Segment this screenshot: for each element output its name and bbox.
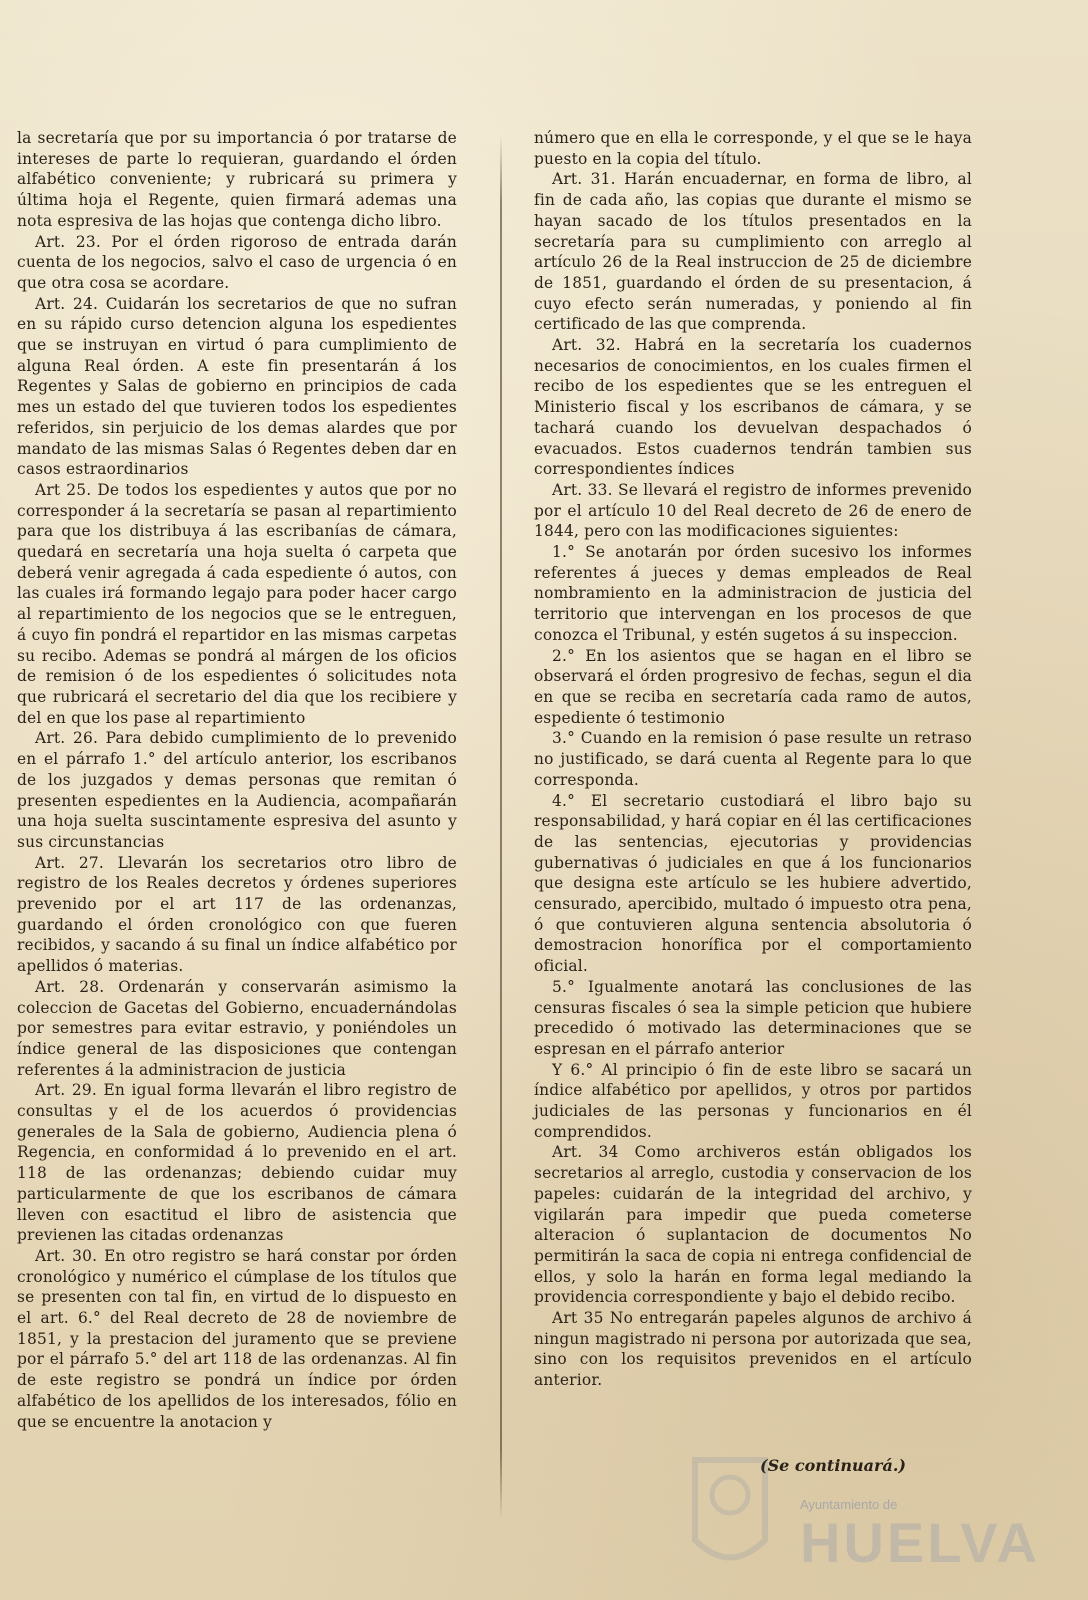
paragraph-art-29: Art. 29. En igual forma llevarán el libro registro de consultas y el de los acuerdos ó providencias generales de la Sala de gobierno, Audiencia plena ó Regencia, en conformidad á lo prevenido en el art. 118 de las ordenanzas; debiendo cuidar muy particularmente de que los escribanos de cámara lleven con esactitud el libro de asistencia que previenen las citadas ordenanzas	[17, 1081, 457, 1245]
paragraph-art-30: Art. 30. En otro registro se hará constar por órden cronológico y numérico el cúmplase de los títulos que se presenten con tal fin, en virtud de lo dispuesto en el art. 6.° del Real decreto de 28 de noviembre de 1851, y la prestacion del juramento que se previene por el párrafo 5.° del art 118 de las ordenanzas. Al fin de este registro se pondrá un índice por órden alfabético de los apellidos de los interesados, fólio en que se encuentre la anotacion y	[17, 1246, 457, 1431]
paragraph-art-33-item-5: 5.° Igualmente anotará las conclusiones de las censuras fiscales ó sea la simple peticion que hubiere precedido ó motivado las determinaciones que se espresan en el párrafo anterior	[534, 977, 972, 1058]
paragraph-art-28: Art. 28. Ordenarán y conservarán asimismo la coleccion de Gacetas del Gobierno, encuadernándolas por semestres para evitar estravio, y poniéndoles un índice general de las disposiciones que contengan referentes á la administracion de justicia	[17, 977, 457, 1079]
paragraph-art-33: Art. 33. Se llevará el registro de informes prevenido por el artículo 10 del Real decreto de 26 de enero de 1844, pero con las modificaciones siguientes:	[534, 480, 972, 541]
paragraph-art-32: Art. 32. Habrá en la secretaría los cuadernos necesarios de conocimientos, en los cuales firmen el recibo de los espedientes que se les entreguen el Ministerio fiscal y los escribanos de cámara, y se tachará cuando los devuelvan despachados ó evacuados. Estos cuadernos tendrán tambien sus correspondientes índices	[534, 336, 972, 479]
column-divider	[500, 135, 502, 1520]
paragraph-art-31: Art. 31. Harán encuadernar, en forma de libro, al fin de cada año, las copias que durante el mismo se hayan sacado de los títulos presentados en la secretaría para su cumplimiento con arreglo al artículo 26 de la Real instruccion de 25 de diciembre de 1851, guardando el órden de su presentacion, á cuyo efecto serán numeradas, y poniendo al fin certificado de las que comprenda.	[534, 170, 972, 334]
paragraph-art-30-cont: número que en ella le corresponde, y el que se le haya puesto en la copia del título.	[534, 129, 972, 168]
watermark-line2: HUELVA	[800, 1511, 1040, 1574]
paragraph-art-33-item-1: 1.° Se anotarán por órden sucesivo los informes referentes á jueces y demas empleados de Real nombramiento en la administracion de justicia del territorio que intervengan en los procesos de que conozca el Tribunal, y estén sugetos á su inspeccion.	[534, 543, 972, 644]
paragraph-art-27: Art. 27. Llevarán los secretarios otro libro de registro de los Reales decretos y órdenes superiores prevenido por el art 117 de las ordenanzas, guardando el órden cronológico con que fueren recibidos, y sacando á su final un índice alfabético por apellidos ó materias.	[17, 853, 457, 976]
paragraph-art-24: Art. 24. Cuidarán los secretarios de que no sufran en su rápido curso detencion alguna los espedientes que se instruyan en virtud ó para cumplimiento de alguna Real órden. A este fin presentarán á los Regentes y Salas de gobierno en principios de cada mes un estado del que tuvieren todos los espedientes referidos, sin perjuicio de los demas alardes que por mandato de las mismas Salas ó Regentes deben dar en casos estraordinarios	[17, 294, 457, 479]
paragraph-art-33-item-6: Y 6.° Al principio ó fin de este libro se sacará un índice alfabético por apellidos, y otros por partidos judiciales de las personas y funcionarios en él comprendidos.	[534, 1060, 972, 1141]
right-column	[534, 128, 972, 1391]
paragraph-art-33-item-3: 3.° Cuando en la remision ó pase resulte un retraso no justificado, se dará cuenta al Regente para lo que corresponda.	[534, 729, 972, 789]
paragraph-art-25: Art 25. De todos los espedientes y autos que por no corresponder á la secretaría se pasan al repartimiento para que los distribuya á las escribanías de cámara, quedará en secretaría una hoja suelta ó carpeta que deberá venir agregada á cada espediente ó autos, con las cuales irá formando legajo para poder hacer cargo al repartimiento de los negocios que se le entreguen, á cuyo fin pondrá el repartidor en las mismas carpetas su recibo. Ademas se pondrá al márgen de los oficios de remision ó de los espedientes ó solicitudes nota que rubricará el secretario del dia que los recibiere y del en que los pase al repartimiento	[17, 480, 457, 727]
watermark-line1: Ayuntamiento de	[800, 1497, 898, 1512]
paragraph-art-26: Art. 26. Para debido cumplimiento de lo prevenido en el párrafo 1.° del artículo anterior, los escribanos de los juzgados y demas personas que remitan ó presenten espedientes en la Audiencia, acompañarán una hoja suelta suscintamente espresiva del asunto y sus circunstancias	[17, 729, 457, 851]
paragraph-art-23: Art. 23. Por el órden rigoroso de entrada darán cuenta de los negocios, salvo el caso de urgencia ó en que otra cosa se acordare.	[17, 232, 457, 292]
left-column	[17, 128, 457, 1432]
continued-note: (Se continuará.)	[760, 1456, 906, 1475]
paragraph-art-22-cont: la secretaría que por su importancia ó por tratarse de intereses de parte lo requieran, guardando el órden alfabético conveniente; y rubricará su primera y última hoja el Regente, quien firmará ademas una nota espresiva de las hojas que contenga dicho libro.	[17, 129, 457, 230]
paragraph-art-33-item-2: 2.° En los asientos que se hagan en el libro se observará el órden progresivo de fechas, segun el dia en que se reciba en secretaría cada ramo de autos, espediente ó testimonio	[534, 646, 972, 727]
paragraph-art-35: Art 35 No entregarán papeles algunos de archivo á ningun magistrado ni persona por autorizada que sea, sino con los requisitos prevenidos en el artículo anterior.	[534, 1309, 972, 1390]
paragraph-art-33-item-4: 4.° El secretario custodiará el libro bajo su responsabilidad, y hará copiar en él las certificaciones de las sentencias, ejecutorias y providencias gubernativas ó judiciales en que á los funcionarios que designa este artículo se les hubiere advertido, censurado, apercibido, multado ó impuesto otra pena, ó que contuvieren alguna sentencia absolutoria ó demostracion honorífica por el comportamiento oficial.	[534, 791, 972, 976]
paragraph-art-34: Art. 34 Como archiveros están obligados los secretarios al arreglo, custodia y conservacion de los papeles: cuidarán de la integridad del archivo, y vigilarán para impedir que pueda cometerse alteracion ó suplantacion de documentos No permitirán la saca de copia ni entrega confidencial de ellos, y solo la harán en forma legal mediando la providencia correspondiente y bajo el debido recibo.	[534, 1143, 972, 1307]
